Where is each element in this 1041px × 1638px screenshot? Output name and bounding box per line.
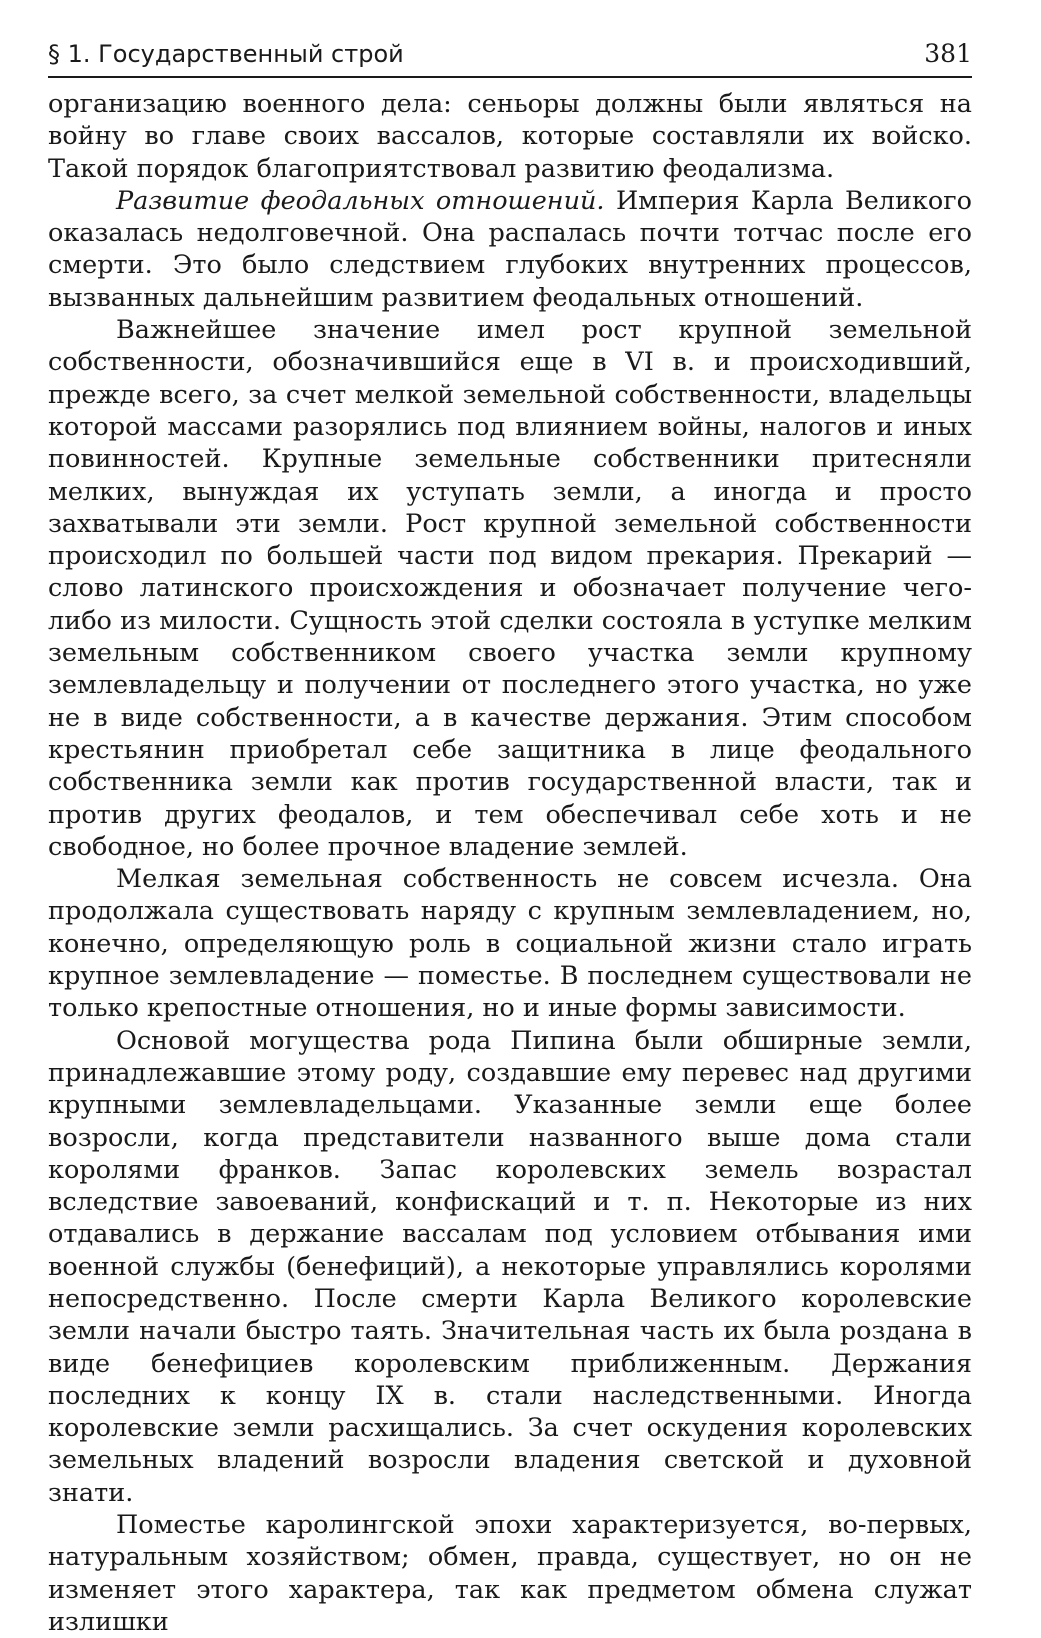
paragraph-text: Поместье каролингской эпохи характеризуется, во-первых, натуральным хозяйством; обмен, правда, существует, но он не изменяет этого характера, так как предметом обмена служат излишки xyxy=(48,1510,972,1637)
paragraph-continued xyxy=(48,88,972,185)
paragraph xyxy=(48,185,972,314)
running-head xyxy=(48,38,972,78)
paragraph xyxy=(48,863,972,1024)
run-in-heading: Развитие феодальных отношений. xyxy=(116,185,605,216)
page-number: 381 xyxy=(924,39,972,68)
paragraph-text: организацию военного дела: сеньоры должны были являться на войну во главе своих вассалов, которые составляли их войско. Такой порядок благоприятствовал развитию феодализма. xyxy=(48,89,972,184)
paragraph xyxy=(48,314,972,863)
paragraph-text: Важнейшее значение имел рост крупной земельной собственности, обозначившийся еще в VI в. и происходивший, прежде всего, за счет мелкой земельной собственности, владельцы которой массами разорялись под влиянием войны, налогов и иных повинностей. Крупные земельные собственники притесняли мелких, вынуждая их уступать земли, а иногда и просто захватывали эти земли. Рост крупной земельной собственности происходил по большей части под видом прекария. Прекарий — слово латинского происхождения и обозначает получение чего-либо из милости. Сущность этой сделки состояла в уступке мелким земельным собственником своего участка земли крупному землевладельцу и получении от последнего этого участка, но уже не в виде собственности, а в качестве держания. Этим способом крестьянин приобретал себе защитника в лице феодального собственника земли как против государственной власти, так и против других феодалов, и тем обеспечивал себе хоть и не свободное, но более прочное владение землей. xyxy=(48,315,972,862)
paragraph-text: Империя Карла Великого оказалась недолговечной. Она распалась почти тотчас после его смерти. Это было следствием глубоких внутренних процессов, вызванных дальнейшим развитием феодальных отношений. xyxy=(48,185,973,313)
paragraph xyxy=(48,1025,972,1509)
section-title: § 1. Государственный строй xyxy=(48,40,404,68)
paragraph-text: Основой могущества рода Пипина были обширные земли, принадлежавшие этому роду, создавшие ему перевес над другими крупными землевладельцами. Указанные земли еще более возросли, когда представители названного выше дома стали королями франков. Запас королевских земель возрастал вследствие завоеваний, конфискаций и т. п. Некоторые из них отдавались в держание вассалам под условием отбывания ими военной службы (бенефиций), а некоторые управлялись королями непосредственно. После смерти Карла Великого королевские земли начали быстро таять. Значительная часть их была роздана в виде бенефициев королевским приближенным. Держания последних к концу IX в. стали наследственными. Иногда королевские земли расхищались. За счет оскудения королевских земельных владений возросли владения светской и духовной знати. xyxy=(48,1025,972,1508)
paragraph-text: Мелкая земельная собственность не совсем исчезла. Она продолжала существовать наряду с крупным землевладением, но, конечно, определяющую роль в социальной жизни стало играть крупное землевладение — поместье. В последнем существовали не только крепостные отношения, но и иные формы зависимости. xyxy=(48,864,972,1024)
book-page xyxy=(48,38,973,1637)
paragraph xyxy=(48,1509,972,1638)
body-text xyxy=(48,88,972,1638)
